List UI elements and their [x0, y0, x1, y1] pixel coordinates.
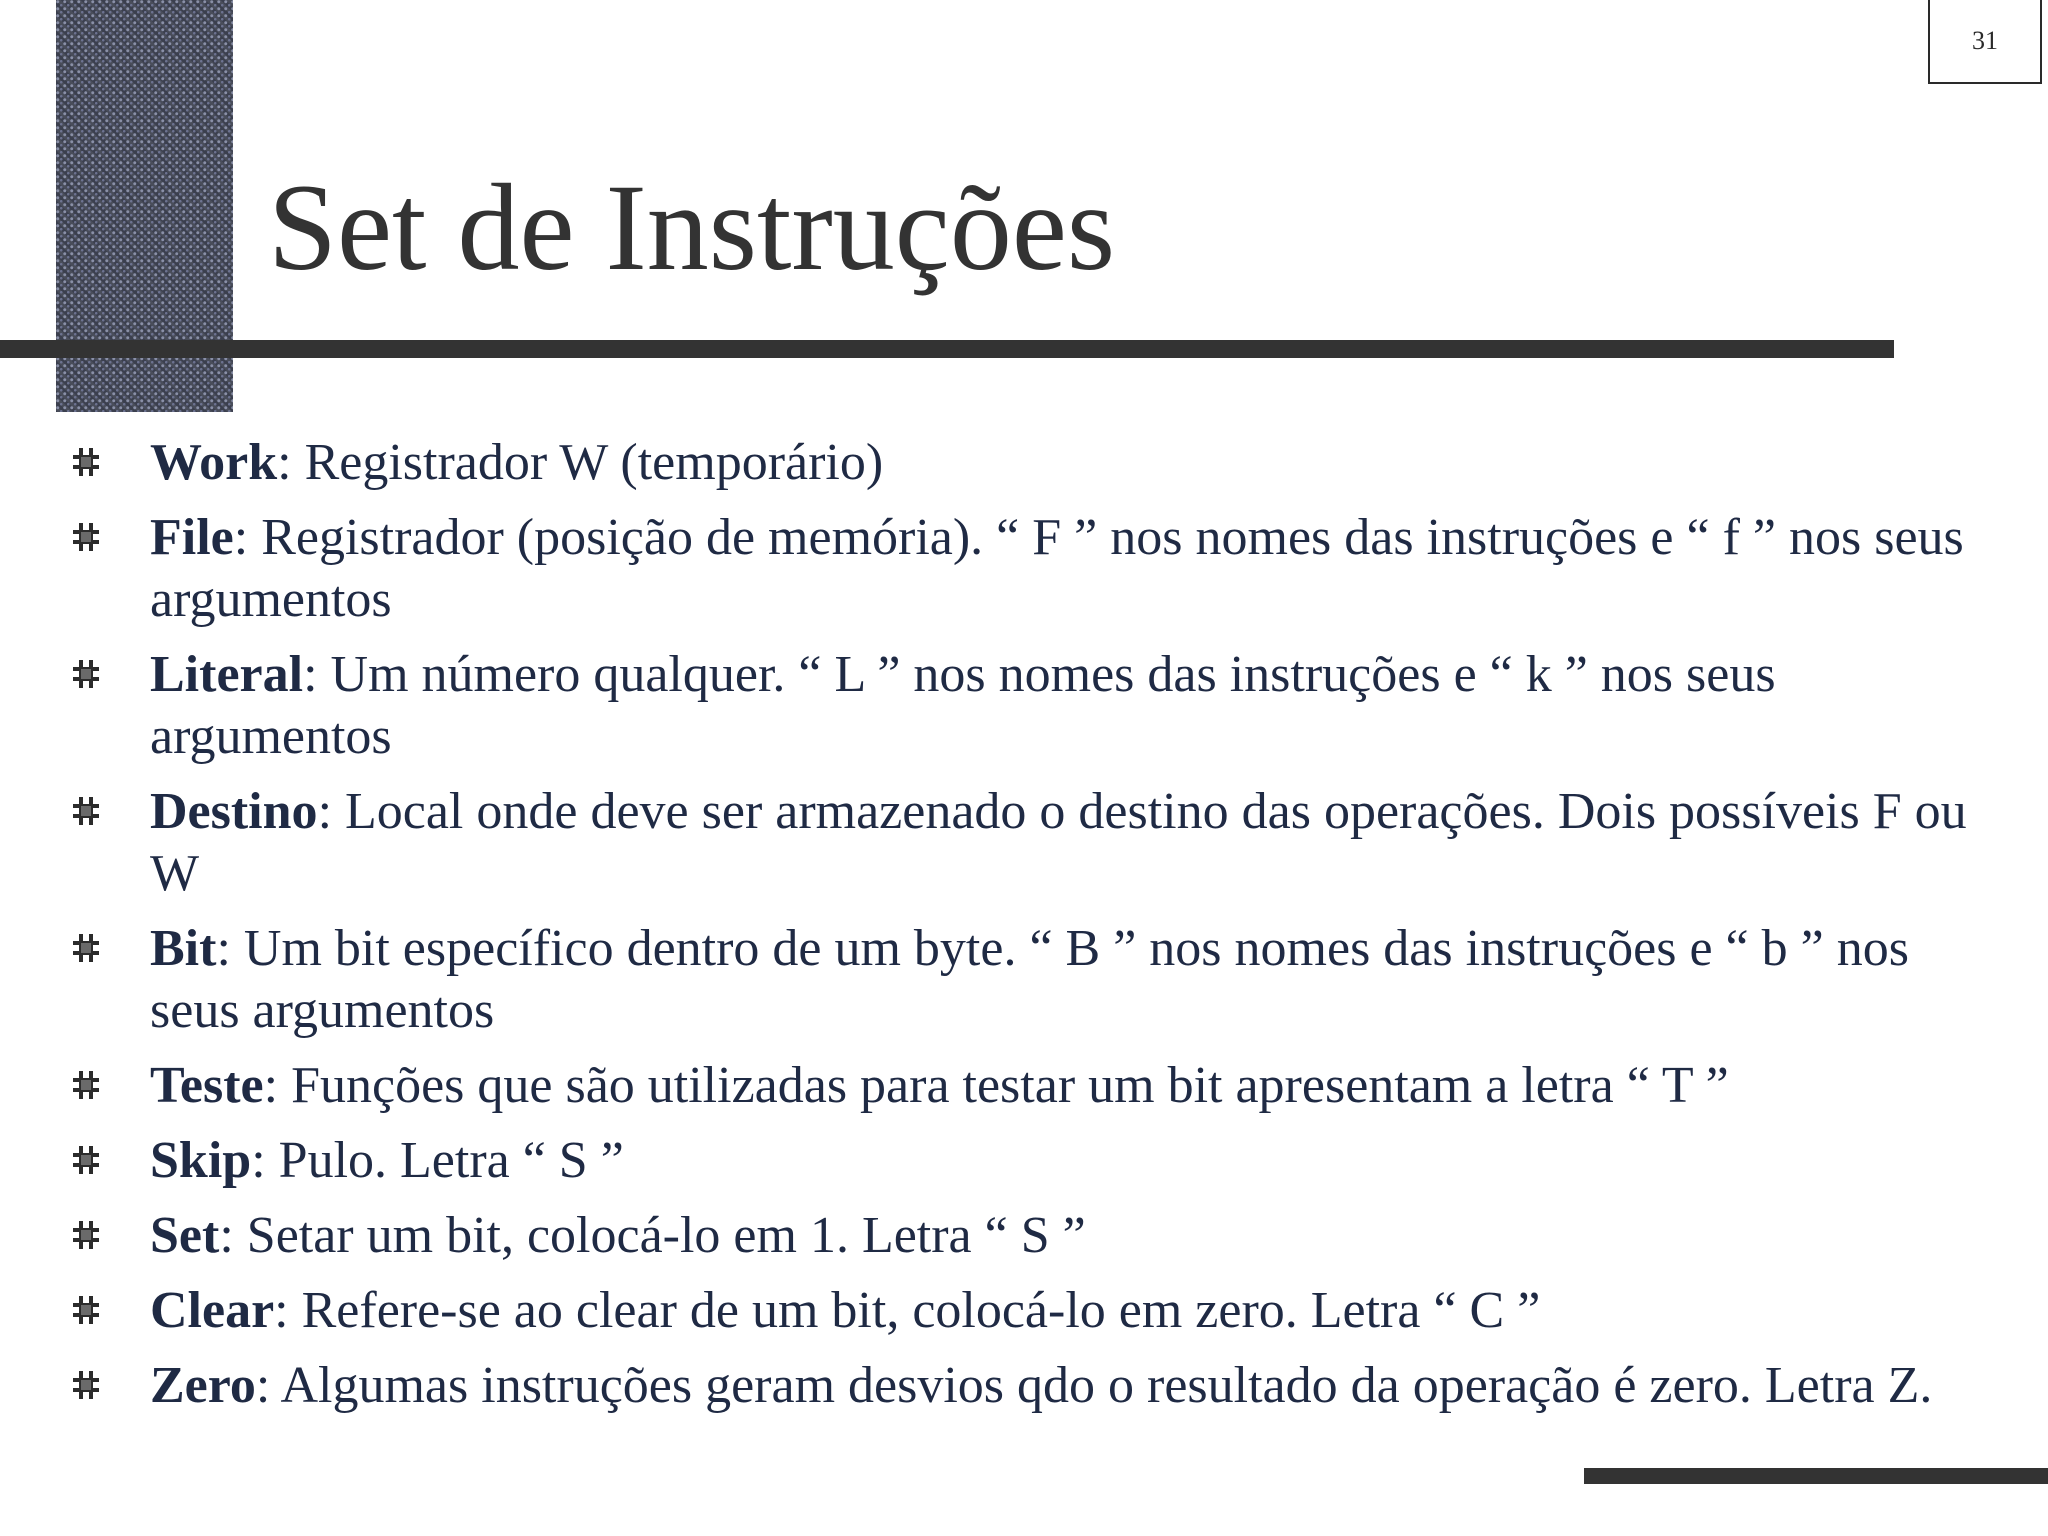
bullet-text: : Setar um bit, colocá-lo em 1. Letra “ S ” [219, 1207, 1086, 1264]
bullet-text: : Algumas instruções geram desvios qdo o resultado da operação é zero. Letra Z. [255, 1357, 1933, 1414]
bullet-text: : Pulo. Letra “ S ” [251, 1132, 624, 1189]
hash-square-bullet-icon [72, 1294, 100, 1326]
bullet-term: Literal [150, 646, 304, 703]
hash-square-bullet-icon [72, 446, 100, 478]
hash-square-bullet-icon [72, 658, 100, 690]
bullet-item-teste [72, 1055, 1972, 1117]
bullet-text: : Um número qualquer. “ L ” nos nomes das instruções e “ k ” nos seus argumentos [150, 646, 1776, 765]
bullet-text: : Registrador W (temporário) [277, 434, 884, 491]
bullet-term: Destino [150, 783, 318, 840]
bullet-text: : Refere-se ao clear de um bit, colocá-lo em zero. Letra “ C ” [274, 1282, 1541, 1339]
bullet-item-set [72, 1205, 1972, 1267]
bullet-term: Clear [150, 1282, 275, 1339]
bullet-item-clear [72, 1280, 1972, 1342]
bullet-item-skip [72, 1130, 1972, 1192]
bullet-text: : Local onde deve ser armazenado o destino das operações. Dois possíveis F ou W [150, 783, 1967, 902]
page-number: 31 [1928, 0, 2042, 84]
hash-square-bullet-icon [72, 1069, 100, 1101]
bullet-term: File [150, 509, 234, 566]
bullet-item-bit [72, 918, 1972, 1042]
bullet-item-file [72, 507, 1972, 631]
bullet-term: Teste [150, 1057, 264, 1114]
bullet-text: : Funções que são utilizadas para testar um bit apresentam a letra “ T ” [263, 1057, 1729, 1114]
bullet-item-literal [72, 644, 1972, 768]
hash-square-bullet-icon [72, 932, 100, 964]
bullet-term: Work [150, 434, 278, 491]
hash-square-bullet-icon [72, 1144, 100, 1176]
hash-square-bullet-icon [72, 1219, 100, 1251]
hash-square-bullet-icon [72, 1369, 100, 1401]
bullet-term: Set [150, 1207, 220, 1264]
bullet-term: Zero [150, 1357, 256, 1414]
hash-square-bullet-icon [72, 795, 100, 827]
title-underline-rule [0, 340, 1894, 358]
bullet-text: : Registrador (posição de memória). “ F ” nos nomes das instruções e “ f ” nos seus argumentos [150, 509, 1964, 628]
footer-rule [1584, 1468, 2048, 1484]
bullet-item-destino [72, 781, 1972, 905]
bullet-term: Skip [150, 1132, 252, 1189]
bullet-term: Bit [150, 920, 217, 977]
hash-square-bullet-icon [72, 521, 100, 553]
bullet-item-work [72, 432, 1972, 494]
bullet-text: : Um bit específico dentro de um byte. “ B ” nos nomes das instruções e “ b ” nos seus argumentos [150, 920, 1909, 1039]
slide-title: Set de Instruções [268, 159, 1116, 296]
bullet-list [72, 432, 1972, 1430]
bullet-item-zero [72, 1355, 1972, 1417]
